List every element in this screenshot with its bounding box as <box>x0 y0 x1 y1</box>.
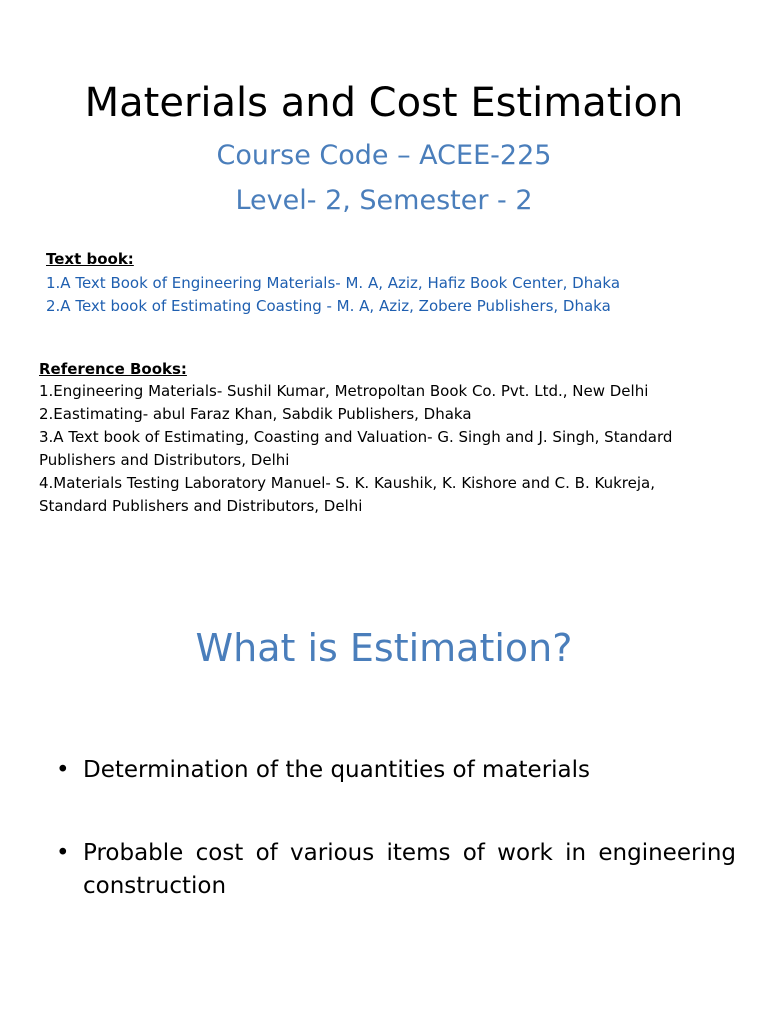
reference-books-section <box>39 360 719 518</box>
bullet-text: Determination of the quantities of materials <box>83 757 591 783</box>
page-title: Materials and Cost Estimation <box>84 80 684 126</box>
text-book-list <box>46 272 746 318</box>
bullet-icon: • <box>56 757 70 783</box>
estimation-heading: What is Estimation? <box>195 626 573 670</box>
reference-book-item: 1.Engineering Materials- Sushil Kumar, Metropoltan Book Co. Pvt. Ltd., New Delhi <box>39 382 649 400</box>
reference-book-item: 2.Eastimating- abul Faraz Khan, Sabdik Publishers, Dhaka <box>39 405 472 423</box>
course-code: Course Code – ACEE-225 <box>216 140 552 171</box>
level-semester: Level- 2, Semester - 2 <box>235 185 533 216</box>
bullet-item <box>56 754 736 787</box>
estimation-bullet-list <box>56 754 736 903</box>
text-book-heading: Text book: <box>46 250 134 268</box>
bullet-icon: • <box>56 840 70 866</box>
reference-book-item: 4.Materials Testing Laboratory Manuel- S. K. Kaushik, K. Kishore and C. B. Kukreja, Standard Publishers and Distributors, Delhi <box>39 474 655 515</box>
bullet-item <box>56 837 736 903</box>
text-book-item: 2.A Text book of Estimating Coasting - M. A, Aziz, Zobere Publishers, Dhaka <box>46 297 611 315</box>
reference-books-heading: Reference Books: <box>39 360 187 378</box>
text-book-item: 1.A Text Book of Engineering Materials- M. A, Aziz, Hafiz Book Center, Dhaka <box>46 274 621 292</box>
text-book-section <box>46 250 746 318</box>
reference-book-item: 3.A Text book of Estimating, Coasting and Valuation- G. Singh and J. Singh, Standard Publishers and Distributors, Delhi <box>39 428 673 469</box>
bullet-text: Probable cost of various items of work in engineering construction <box>83 840 736 899</box>
reference-books-list <box>39 380 719 518</box>
